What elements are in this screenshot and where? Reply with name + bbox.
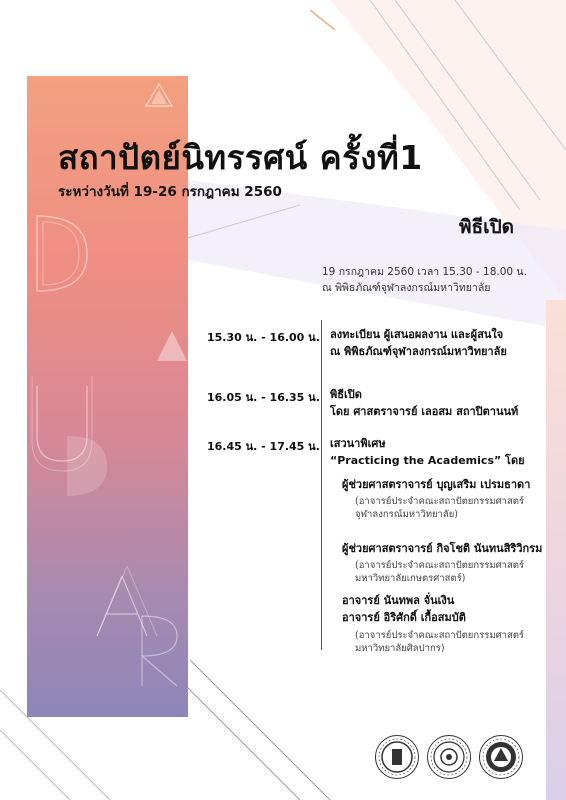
schedule-item-title: เสวนาพิเศษ <box>330 437 386 450</box>
affiliation-line: (อาจารย์ประจำคณะสถาปัตยกรรมศาสตร์ <box>355 560 525 571</box>
schedule-time: 15.30 น. - 16.00 น. <box>207 331 320 344</box>
section-heading: พิธีเปิด <box>458 216 514 238</box>
right-accent-strip <box>546 300 566 800</box>
speaker-affiliation <box>355 495 524 521</box>
speaker-affiliation <box>355 559 524 585</box>
schedule-item-title: ลงทะเบียน ผู้เสนอผลงาน และผู้สนใจ <box>330 328 504 341</box>
event-dates: ระหว่างวันที่ 19-26 กรกฎาคม 2560 <box>58 184 282 200</box>
university-emblem-icon <box>375 735 419 779</box>
schedule-time: 16.05 น. - 16.35 น. <box>207 391 320 404</box>
affiliation-line: (อาจารย์ประจำคณะสถาปัตยกรรมศาสตร์ <box>355 496 525 507</box>
footer-logos <box>375 735 535 781</box>
university-emblem-icon <box>479 735 523 779</box>
schedule-item-detail: “Practicing the Academics” โดย <box>330 454 525 467</box>
schedule-time: 16.45 น. - 17.45 น. <box>207 440 320 453</box>
schedule-divider <box>321 320 322 650</box>
event-time-venue <box>322 264 527 296</box>
schedule-item-detail: ณ พิพิธภัณฑ์จุฬาลงกรณ์มหาวิทยาลัย <box>330 345 507 358</box>
schedule-item <box>330 435 525 469</box>
affiliation-line: (อาจารย์ประจำคณะสถาปัตยกรรมศาสตร์ <box>355 630 525 641</box>
page-title: สถาปัตย์นิทรรศน์ ครั้งที่1 <box>58 138 423 177</box>
schedule-item <box>330 386 518 420</box>
speaker-name: อาจารย์ อิริศักดิ์ เกื้อสมบัติ <box>342 611 466 624</box>
schedule-item <box>330 326 507 360</box>
event-time: 19 กรกฎาคม 2560 เวลา 15.30 - 18.00 น. <box>322 266 527 278</box>
speaker-name: ผู้ช่วยศาสตราจารย์ กิจโชติ นันทนสิริวิกรม <box>342 542 543 555</box>
schedule-item-title: พิธีเปิด <box>330 388 362 401</box>
speaker-name: ผู้ช่วยศาสตราจารย์ บุญเสริม เปรมธาดา <box>342 478 531 491</box>
schedule-item-detail: โดย ศาสตราจารย์ เลอสม สถาปิตานนท์ <box>330 405 519 418</box>
speaker-name: อาจารย์ นันทพล จั่นเงิน <box>342 594 455 607</box>
affiliation-line: มหาวิทยาลัยศิลปากร) <box>355 643 445 654</box>
event-venue: ณ พิพิธภัณฑ์จุฬาลงกรณ์มหาวิทยาลัย <box>322 282 491 294</box>
university-emblem-icon <box>427 735 471 779</box>
affiliation-line: จุฬาลงกรณ์มหาวิทยาลัย) <box>355 509 458 520</box>
speaker-names <box>342 592 466 626</box>
speaker-affiliation <box>355 629 524 655</box>
affiliation-line: มหาวิทยาลัยเกษตรศาสตร์) <box>355 573 466 584</box>
